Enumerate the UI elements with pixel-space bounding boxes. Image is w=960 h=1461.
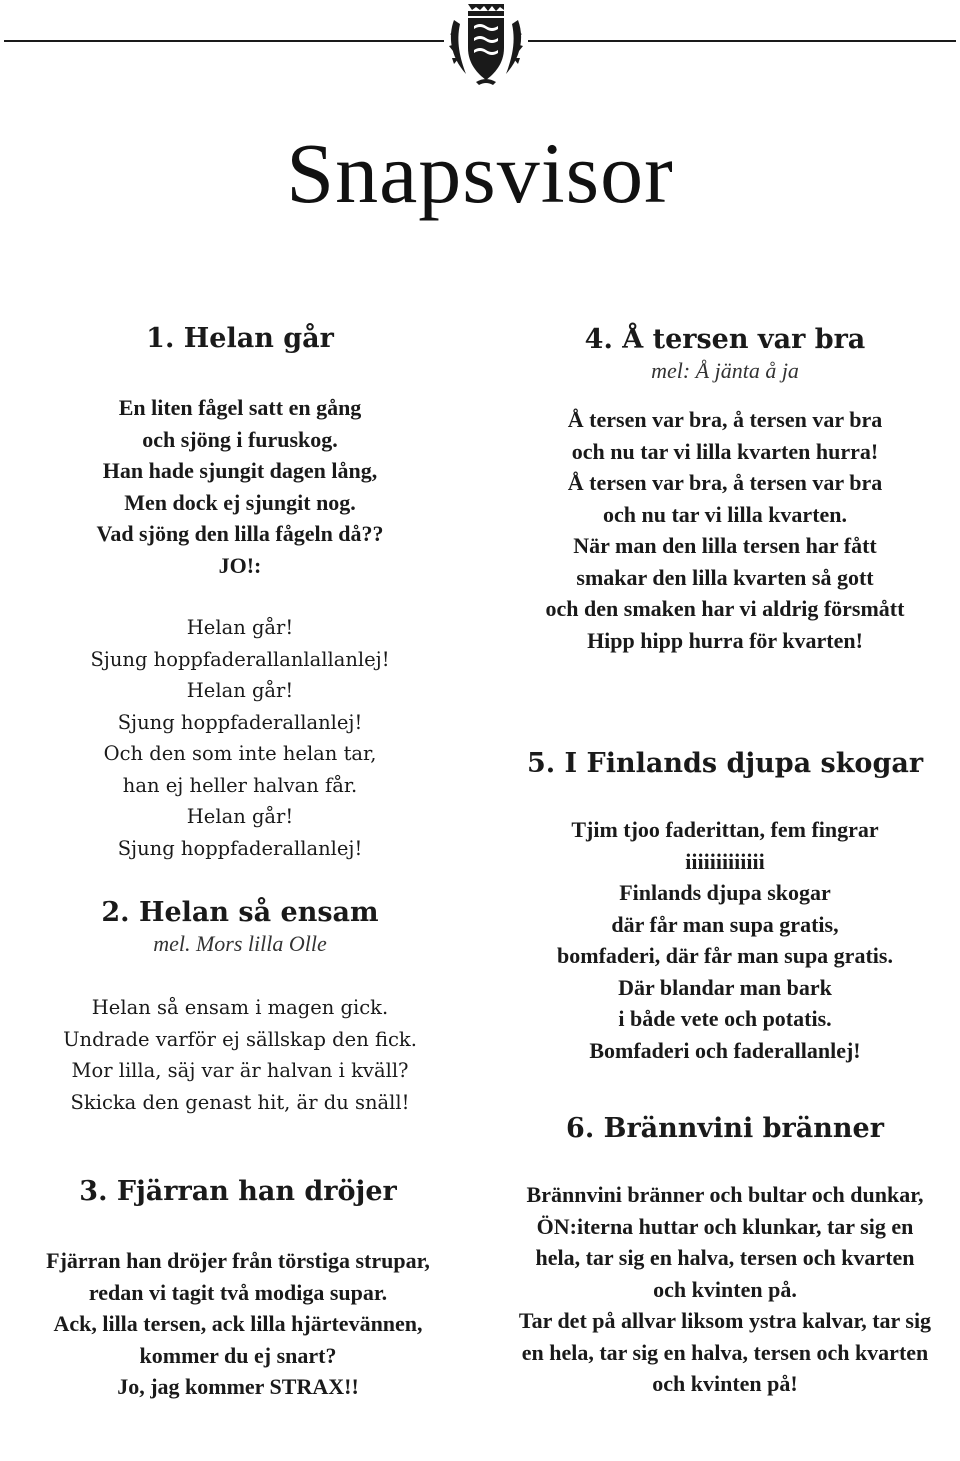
lyric-line: Å tersen var bra, å tersen var bra <box>567 407 883 432</box>
lyric-line: Men dock ej sjungit nog. <box>124 489 356 515</box>
song-lyrics <box>20 392 460 864</box>
song-helan-sa-ensam <box>20 897 460 1118</box>
melody-note: mel. Mors lilla Olle <box>153 931 327 956</box>
lyric-line: Sjung hoppfaderallanlej! <box>117 836 363 860</box>
header-rule-left <box>4 40 444 42</box>
lyric-line: Fjärran han dröjer från törstiga strupar, <box>46 1248 430 1273</box>
header-rule-right <box>528 40 956 42</box>
lyric-line: En liten fågel satt en gång <box>118 395 362 420</box>
lyric-line: och nu tar vi lilla kvarten hurra! <box>571 438 879 464</box>
lyric-line: Helan går! <box>186 616 294 639</box>
lyric-line: han ej heller halvan får. <box>122 773 358 797</box>
lyric-line: Brännvini bränner och bultar och dunkar, <box>526 1182 924 1207</box>
lyric-line: bomfaderi, där får man supa gratis. <box>557 943 893 968</box>
lyric-line: och sjöng i furuskog. <box>142 426 338 452</box>
song-lyrics <box>490 814 960 1066</box>
lyric-line: Sjung hoppfaderallanlej! <box>117 710 363 734</box>
song-helan-gar <box>20 323 460 864</box>
lyric-line: Mor lilla, säj var är halvan i kväll? <box>71 1059 409 1082</box>
lyric-line: och nu tar vi lilla kvarten. <box>602 501 848 527</box>
song-a-tersen-var-bra <box>490 324 960 656</box>
lyric-line: Ack, lilla tersen, ack lilla hjärtevännen, <box>53 1311 423 1336</box>
lyric-line: Skicka den genast hit, är du snäll! <box>70 1090 410 1114</box>
song-heading: 3. Fjärran han dröjer <box>79 1176 397 1207</box>
lyric-line: Helan går! <box>186 805 294 828</box>
lyric-line: Vad sjöng den lilla fågeln då?? <box>96 521 384 546</box>
song-lyrics <box>490 404 960 656</box>
lyric-line: Bomfaderi och faderallanlej! <box>589 1037 861 1063</box>
lyric-line: smakar den lilla kvarten så gott <box>576 564 874 590</box>
lyric-line: Tar det på allvar liksom ystra kalvar, tar sig <box>518 1308 932 1333</box>
lyric-line: där får man supa gratis, <box>611 911 839 937</box>
melody-note: mel: Å jänta å ja <box>651 358 799 383</box>
song-brannvini-branner <box>490 1113 960 1400</box>
lyric-line: Där blandar man bark <box>618 974 832 1000</box>
lyric-line: JO!: <box>218 552 262 578</box>
song-heading: 5. I Finlands djupa skogar <box>526 748 924 779</box>
lyric-line: Å tersen var bra, å tersen var bra <box>567 470 883 495</box>
lyric-line: Tjim tjoo faderittan, fem fingrar <box>571 817 879 842</box>
lyric-line: Jo, jag kommer STRAX!! <box>117 1374 359 1399</box>
song-i-finlands-djupa-skogar <box>490 748 960 1066</box>
lyric-line: ÖN:iterna huttar och klunkar, tar sig en <box>536 1213 914 1239</box>
song-heading: 4. Å tersen var bra <box>584 324 866 355</box>
song-fjarran-han-drojer <box>0 1176 476 1403</box>
lyric-line: och kvinten på. <box>653 1276 797 1302</box>
lyric-line: redan vi tagit två modiga supar. <box>88 1279 388 1305</box>
lyric-line: hela, tar sig en halva, tersen och kvarten <box>535 1245 915 1270</box>
lyric-line: När man den lilla tersen har fått <box>573 533 877 558</box>
song-heading: 6. Brännvini bränner <box>566 1113 884 1144</box>
song-lyrics <box>0 1245 476 1403</box>
lyric-line: Hipp hipp hurra för kvarten! <box>587 627 863 653</box>
lyric-line: Han hade sjungit dagen lång, <box>102 458 378 483</box>
coat-of-arms-crest-icon <box>446 0 526 86</box>
song-heading: 1. Helan går <box>146 323 334 354</box>
lyric-line: en hela, tar sig en halva, tersen och kvarten <box>521 1339 929 1365</box>
page-title: Snapsvisor <box>286 125 674 221</box>
lyric-line: Helan går! <box>186 679 294 702</box>
lyric-line: Och den som inte helan tar, <box>103 742 377 765</box>
lyric-line: kommer du ej snart? <box>139 1342 337 1368</box>
lyric-line: och kvinten på! <box>652 1371 798 1396</box>
lyric-line: och den smaken har vi aldrig försmått <box>545 596 905 621</box>
song-lyrics <box>490 1179 960 1400</box>
lyric-line: Undrade varför ej sällskap den fick. <box>63 1027 417 1051</box>
lyric-line: Finlands djupa skogar <box>619 880 831 905</box>
lyric-line: Sjung hoppfaderallanlallanlej! <box>90 647 390 671</box>
song-heading: 2. Helan så ensam <box>101 897 379 928</box>
song-lyrics <box>20 992 460 1118</box>
lyric-line: iiiiiiiiiiiii <box>685 848 765 874</box>
lyric-line: i både vete och potatis. <box>618 1006 832 1031</box>
lyric-line: Helan så ensam i magen gick. <box>91 996 389 1019</box>
